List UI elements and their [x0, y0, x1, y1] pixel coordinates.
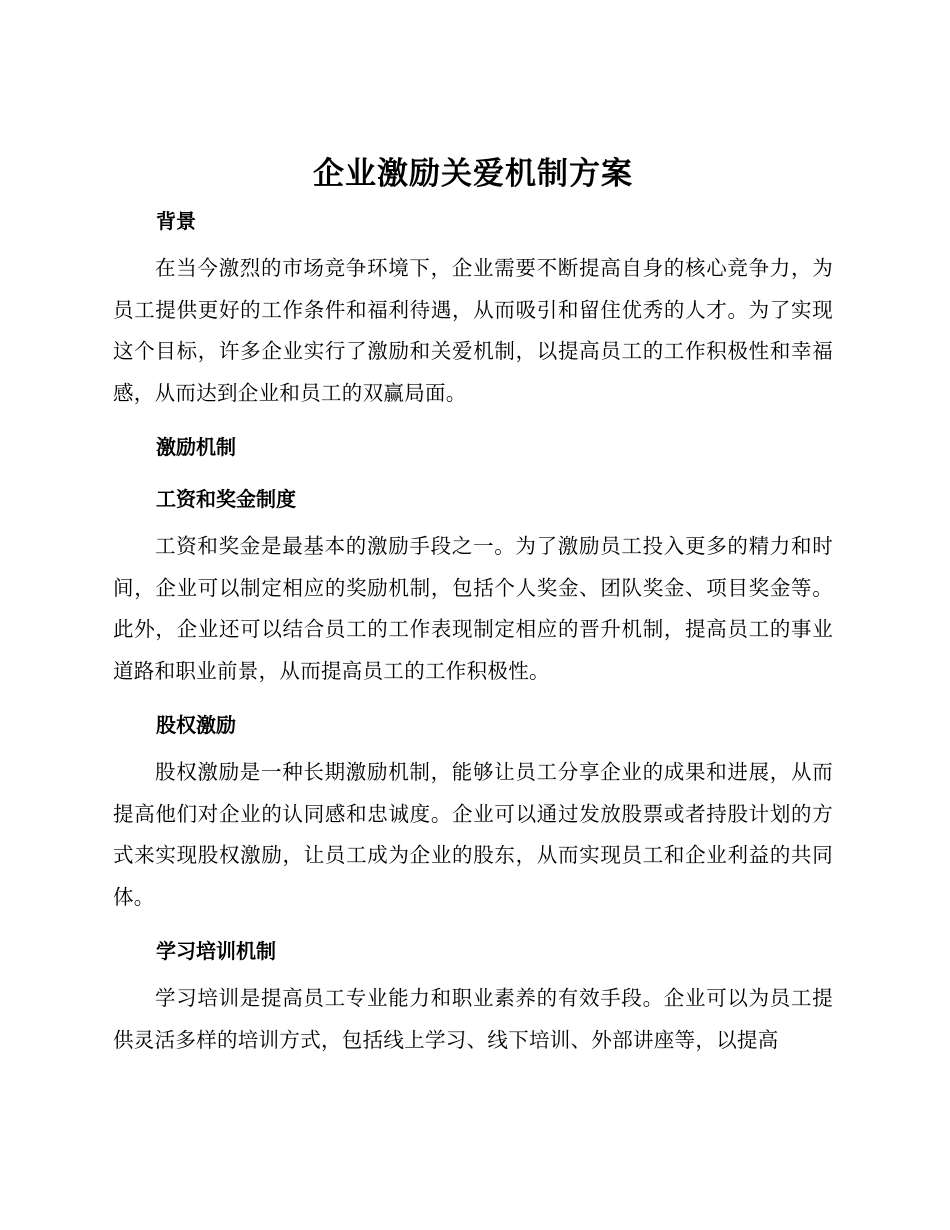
heading-salary-bonus: 工资和奖金制度	[156, 487, 296, 511]
heading-background: 背景	[156, 209, 196, 233]
document-title: 企业激励关爱机制方案	[313, 156, 633, 192]
heading-incentive-mechanism: 激励机制	[156, 435, 236, 459]
paragraph-background: 在当今激烈的市场竞争环境下，企业需要不断提高自身的核心竞争力，为员工提供更好的工作条件和福利待遇，从而吸引和留住优秀的人才。为了实现这个目标，许多企业实行了激励和关爱机制，以提高员工的工作积极性和幸福感，从而达到企业和员工的双赢局面。	[113, 256, 833, 405]
heading-equity-incentive: 股权激励	[156, 713, 236, 737]
paragraph-training: 学习培训是提高员工专业能力和职业素养的有效手段。企业可以为员工提供灵活多样的培训方式，包括线上学习、线下培训、外部讲座等，以提高	[113, 986, 833, 1052]
heading-training: 学习培训机制	[156, 939, 276, 963]
paragraph-equity-incentive: 股权激励是一种长期激励机制，能够让员工分享企业的成果和进展，从而提高他们对企业的认同感和忠诚度。企业可以通过发放股票或者持股计划的方式来实现股权激励，让员工成为企业的股东，从而实现员工和企业利益的共同体。	[113, 760, 833, 909]
document-body	[113, 148, 833, 1061]
paragraph-salary-bonus: 工资和奖金是最基本的激励手段之一。为了激励员工投入更多的精力和时间，企业可以制定相应的奖励机制，包括个人奖金、团队奖金、项目奖金等。此外，企业还可以结合员工的工作表现制定相应的晋升机制，提高员工的事业道路和职业前景，从而提高员工的工作积极性。	[113, 534, 833, 683]
